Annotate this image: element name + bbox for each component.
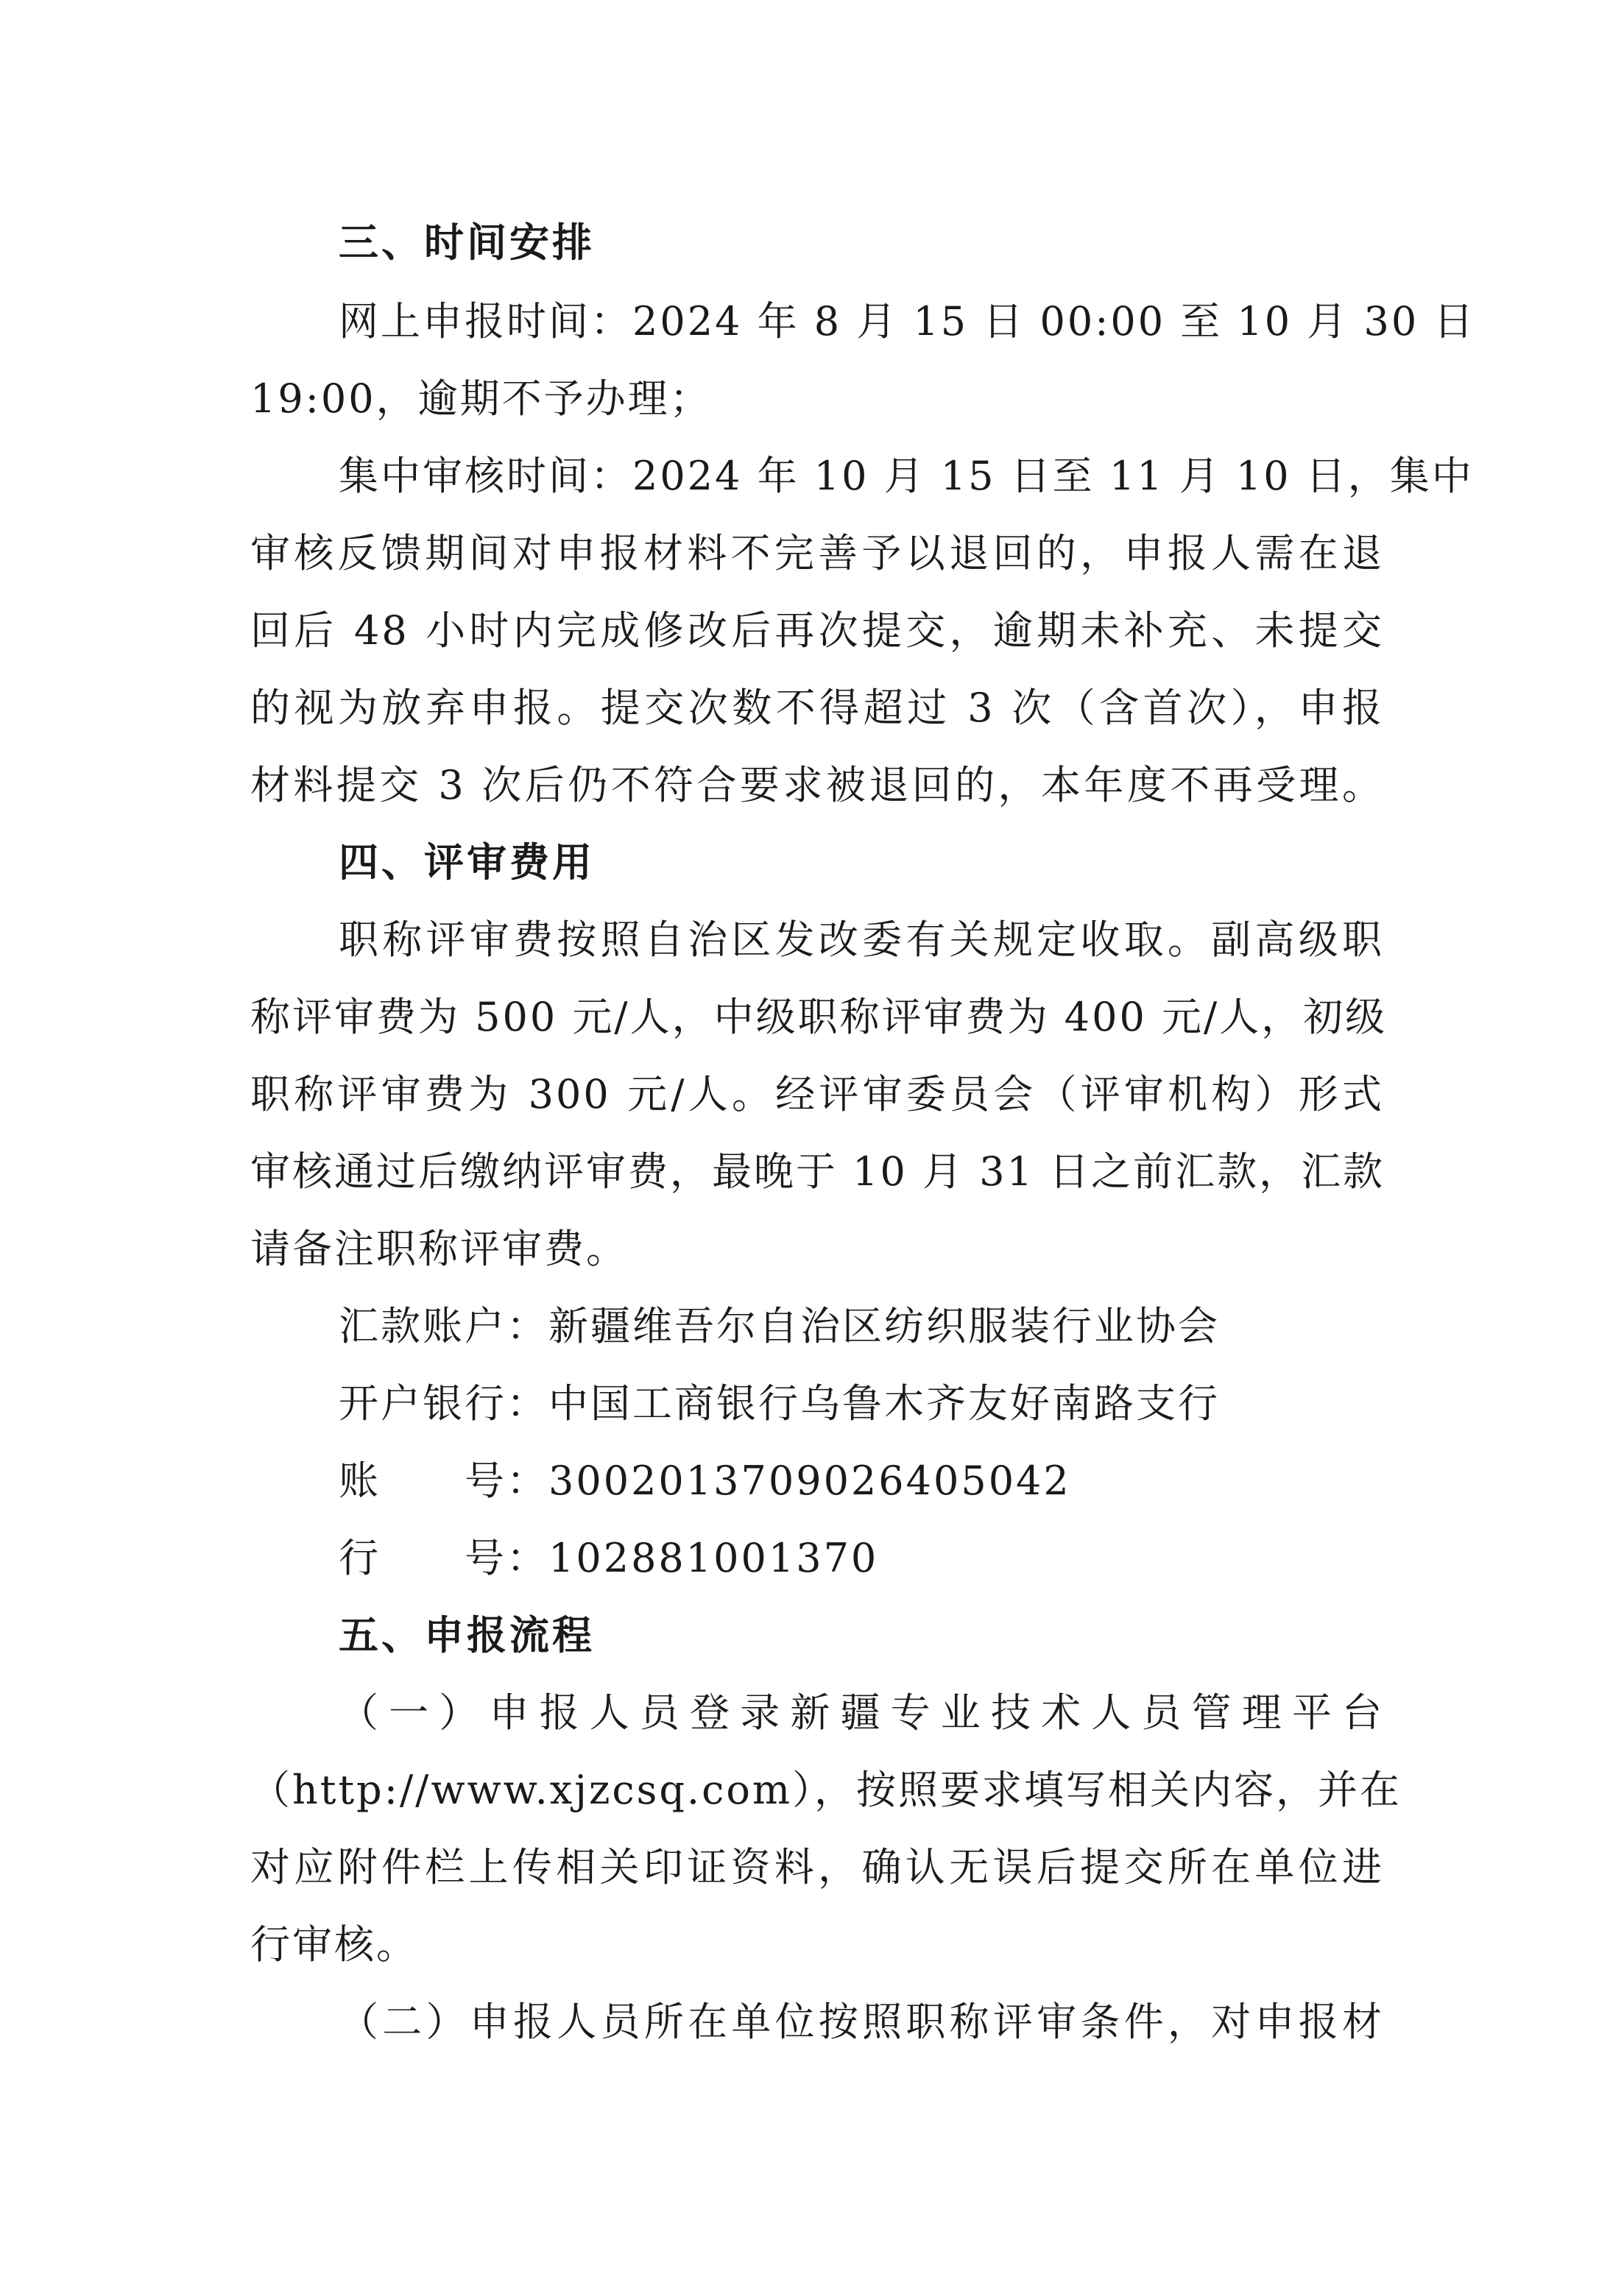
section-heading-process: 五、申报流程: [339, 1612, 595, 1659]
paragraph-line: 职称评审费为 300 元/人。经评审委员会（评审机构）形式: [250, 1071, 1384, 1117]
section-heading-time: 三、时间安排: [339, 219, 595, 266]
paragraph-line: （一）申报人员登录新疆专业技术人员管理平台: [339, 1689, 1384, 1736]
section-heading-fees: 四、评审费用: [339, 839, 595, 886]
paragraph-line: 材料提交 3 次后仍不符合要求被退回的，本年度不再受理。: [250, 762, 1384, 808]
account-number-line: 账 号：3002013709026405042: [339, 1458, 1071, 1504]
remittance-account-line: 汇款账户：新疆维吾尔自治区纺织服装行业协会: [339, 1303, 1220, 1349]
paragraph-line: 集中审核时间：2024 年 10 月 15 日至 11 月 10 日，集中: [339, 453, 1474, 499]
bank-name-line: 开户银行：中国工商银行乌鲁木齐友好南路支行: [339, 1380, 1220, 1427]
paragraph-line: （http://www.xjzcsq.com），按照要求填写相关内容，并在: [250, 1767, 1402, 1813]
paragraph-line: 网上申报时间：2024 年 8 月 15 日 00:00 至 10 月 30 日: [339, 298, 1476, 345]
paragraph-line: （二）申报人员所在单位按照职称评审条件，对申报材: [339, 1999, 1384, 2045]
paragraph-line: 回后 48 小时内完成修改后再次提交，逾期未补充、未提交: [250, 607, 1384, 654]
paragraph-line: 审核反馈期间对申报材料不完善予以退回的，申报人需在退: [250, 530, 1384, 576]
paragraph-line: 职称评审费按照自治区发改委有关规定收取。副高级职: [339, 916, 1384, 963]
paragraph-line: 行审核。: [250, 1921, 418, 1968]
paragraph-line: 称评审费为 500 元/人，中级职称评审费为 400 元/人，初级: [250, 994, 1388, 1040]
paragraph-line: 对应附件栏上传相关印证资料，确认无误后提交所在单位进: [250, 1844, 1384, 1890]
paragraph-line: 请备注职称评审费。: [250, 1226, 628, 1272]
bank-code-line: 行 号：102881001370: [339, 1535, 879, 1581]
paragraph-line: 审核通过后缴纳评审费，最晚于 10 月 31 日之前汇款，汇款: [250, 1148, 1385, 1195]
paragraph-line: 19:00，逾期不予办理；: [250, 375, 712, 422]
paragraph-line: 的视为放弃申报。提交次数不得超过 3 次（含首次），申报: [250, 685, 1384, 731]
